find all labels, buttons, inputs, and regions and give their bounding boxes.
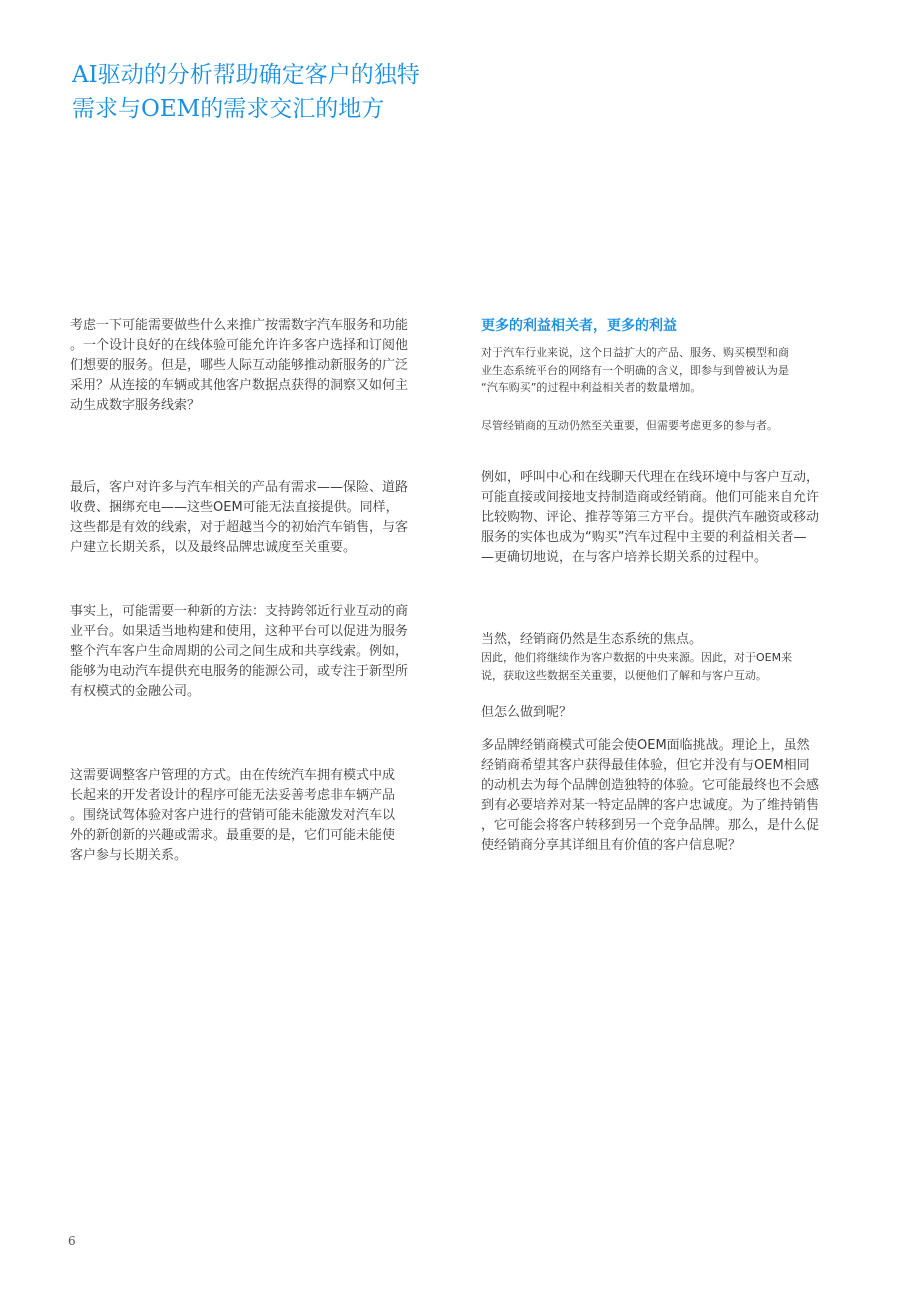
- text-line: 这些都是有效的线索，对于超越当今的初始汽车销售，与客: [70, 520, 409, 535]
- right-paragraph-7: [481, 736, 843, 856]
- text-line: 考虑一下可能需要做些什么来推广按需数字汽车服务和功能: [70, 318, 409, 333]
- text-line: 采用？从连接的车辆或其他客户数据点获得的洞察又如何主: [70, 378, 409, 393]
- text-line: 例如，呼叫中心和在线聊天代理在在线环境中与客户互动，: [481, 470, 820, 485]
- text-line: 经销商希望其客户获得最佳体验，但它并没有与OEM相同: [481, 758, 810, 773]
- page-title-line-2: 需求与OEM的需求交汇的地方: [72, 96, 385, 122]
- text-line: 对于汽车行业来说，这个日益扩大的产品、服务、购买模型和商: [481, 346, 789, 359]
- text-line: 业平台。如果适当地构建和使用，这种平台可以促进为服务: [70, 624, 409, 639]
- text-line: 尽管经销商的互动仍然至关重要，但需要考虑更多的参与者。: [481, 419, 778, 432]
- text-line: 这需要调整客户管理的方式。由在传统汽车拥有模式中成: [70, 768, 396, 783]
- right-paragraph-4: [481, 630, 843, 650]
- text-line: —更确切地说，在与客户培养长期关系的过程中。: [481, 550, 768, 565]
- text-line: 因此，他们将继续作为客户数据的中央来源。因此，对于OEM来: [481, 651, 793, 664]
- text-line: 长起来的开发者设计的程序可能无法妥善考虑非车辆产品: [70, 788, 396, 803]
- right-paragraph-6: [481, 703, 843, 723]
- right-paragraph-2: [481, 417, 843, 435]
- text-line: “汽车购买”的过程中利益相关者的数量增加。: [481, 381, 702, 394]
- text-line: 当然，经销商仍然是生态系统的焦点。: [481, 632, 703, 647]
- text-line: 使经销商分享其详细且有价值的客户信息呢？: [481, 838, 742, 853]
- left-paragraph-4: [70, 766, 432, 866]
- section-heading: 更多的利益相关者，更多的利益: [481, 318, 677, 334]
- text-line: 们想要的服务。但是，哪些人际互动能够推动新服务的广泛: [70, 358, 409, 373]
- text-line: 户建立长期关系，以及最终品牌忠诚度至关重要。: [70, 540, 357, 555]
- text-line: 可能直接或间接地支持制造商或经销商。他们可能来自允许: [481, 490, 820, 505]
- text-line: 的动机去为每个品牌创造独特的体验。它可能最终也不会感: [481, 778, 820, 793]
- right-paragraph-5: [481, 649, 843, 684]
- right-paragraph-3: [481, 468, 843, 568]
- text-line: 事实上，可能需要一种新的方法：支持跨邻近行业互动的商: [70, 604, 409, 619]
- text-line: ，它可能会将客户转移到另一个竞争品牌。那么，是什么促: [481, 818, 820, 833]
- text-line: 。围绕试驾体验对客户进行的营销可能未能激发对汽车以: [70, 808, 396, 823]
- text-line: 多品牌经销商模式可能会使OEM面临挑战。理论上，虽然: [481, 738, 810, 753]
- text-line: 到有必要培养对某一特定品牌的客户忠诚度。为了维持销售: [481, 798, 820, 813]
- text-line: 服务的实体也成为“购买”汽车过程中主要的利益相关者—: [481, 530, 807, 545]
- left-paragraph-1: [70, 316, 432, 416]
- text-line: 最后，客户对许多与汽车相关的产品有需求——保险、道路: [70, 480, 409, 495]
- text-line: 业生态系统平台的网络有一个明确的含义，即参与到曾被认为是: [481, 363, 789, 377]
- left-paragraph-2: [70, 478, 432, 558]
- right-paragraph-1: [481, 344, 843, 397]
- text-line: 外的新创新的兴趣或需求。最重要的是，它们可能未能使: [70, 828, 396, 843]
- page-title-line-1: AI驱动的分析帮助确定客户的独特: [72, 62, 420, 88]
- text-line: 收费、捆绑充电——这些OEM可能无法直接提供。同样，: [70, 500, 399, 515]
- text-line: 客户参与长期关系。: [70, 848, 188, 863]
- text-line: 但怎么做到呢？: [481, 705, 573, 720]
- text-line: 。一个设计良好的在线体验可能允许许多客户选择和订阅他: [70, 338, 409, 353]
- text-line: 比较购物、评论、推荐等第三方平台。提供汽车融资或移动: [481, 510, 820, 525]
- page-number: 6: [68, 1234, 76, 1248]
- text-line: 说，获取这些数据至关重要，以便他们了解和与客户互动。: [481, 668, 767, 682]
- text-line: 动生成数字服务线索？: [70, 398, 201, 413]
- text-line: 能够为电动汽车提供充电服务的能源公司，或专注于新型所: [70, 664, 409, 679]
- text-line: 有权模式的金融公司。: [70, 684, 201, 699]
- left-paragraph-3: [70, 602, 432, 702]
- page-title: [72, 58, 492, 126]
- text-line: 整个汽车客户生命周期的公司之间生成和共享线索。例如，: [70, 644, 409, 659]
